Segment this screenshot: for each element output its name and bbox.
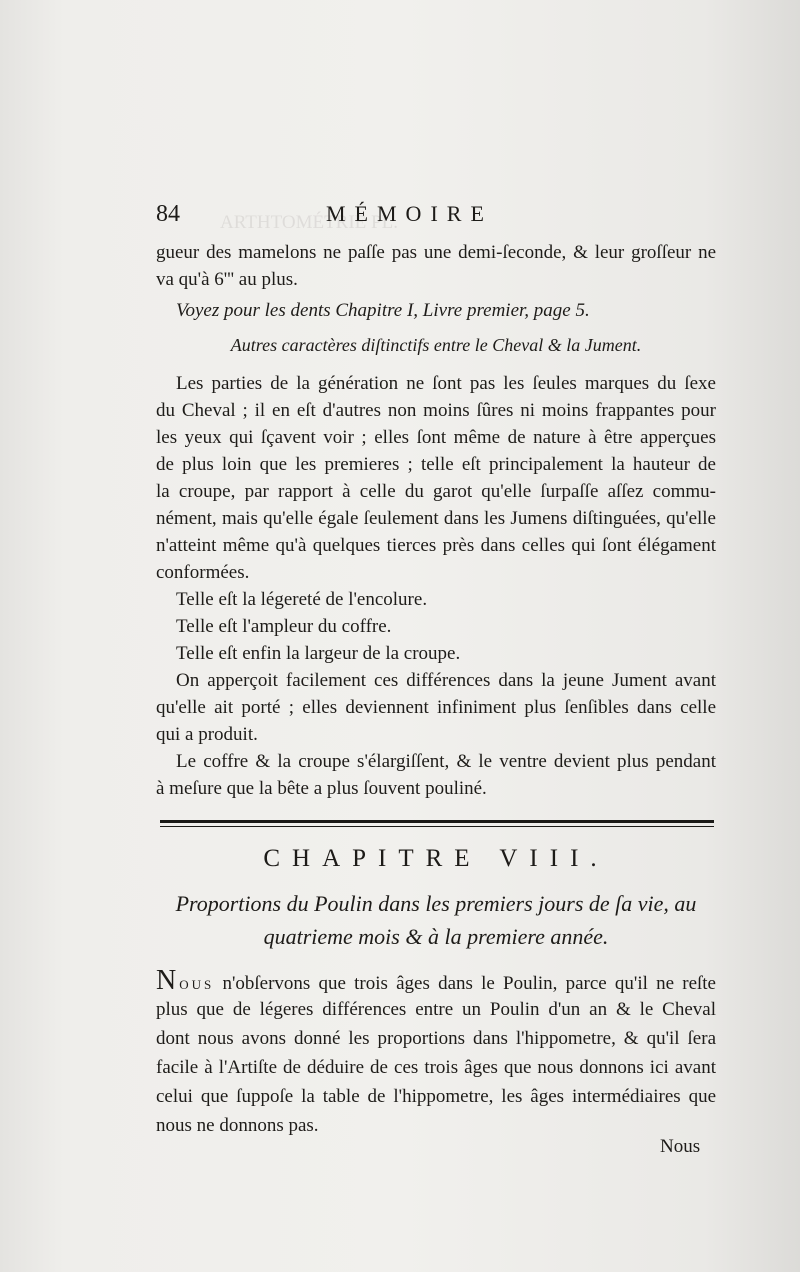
text-line: la croupe, par rapport à celle du garot qu'elle ſurpaſſe aſſez commu- [156,481,716,502]
text-line: On apperçoit facilement ces différences dans la jeune Jument avant [176,670,716,691]
section-subheading: Autres caractères diſtinctifs entre le Cheval & la Jument. [230,335,642,355]
chapter-rule-thin [160,826,714,827]
reference-line: Voyez pour les dents Chapitre I, Livre premier, page 5. [176,300,590,321]
page-header [156,199,716,235]
text-line: nous ne donnons pas. [156,1115,319,1136]
text-line: à meſure que la bête a plus ſouvent pouliné. [156,778,487,799]
catchword: Nous [660,1136,701,1157]
text-line: Telle eſt la légereté de l'encolure. [176,589,428,610]
bleed-through-text: ARTHTOMÉTRIE PL. [220,212,398,233]
text-line: n'atteint même qu'à quelques tierces près dans celles qui ſont élégament [156,535,716,556]
chapter-title: CHAPITRE VIII. [263,845,609,872]
text-line: les yeux qui ſçavent voir ; elles ſont même de nature à être apperçues [156,427,716,448]
running-head: MÉMOIRE [326,201,493,226]
text-line: dont nous avons donné les proportions dans l'hippometre, & qu'il ſera [156,1028,716,1049]
body-text [156,370,716,802]
drop-capital: N [156,965,180,996]
text-line-first [156,966,716,995]
chapter-rule-thick [160,820,714,823]
text-line: plus que de légeres différences entre un Poulin d'un an & le Cheval [156,999,716,1020]
first-line-text: n'obſervons que trois âges dans le Poulin, parce qu'il ne reſte [214,973,716,994]
chapter-body [156,966,716,1140]
text-line: Telle eſt l'ampleur du coffre. [176,616,392,637]
chapter-subtitle-line2: quatrieme mois & à la premiere année. [263,924,609,949]
text-line: qui a produit. [156,724,258,745]
small-caps-word: ous [179,973,215,994]
page-number: 84 [156,201,180,227]
text-line: conformées. [156,562,250,583]
section-continuation [156,239,716,359]
text-line: Telle eſt enfin la largeur de la croupe. [176,643,461,664]
text-line: va qu'à 6''' au plus. [156,269,298,290]
text-line: Les parties de la génération ne ſont pas les ſeules marques du ſexe [176,373,716,394]
text-line: Le coffre & la croupe s'élargiſſent, & le ventre devient plus pendant [176,751,716,772]
text-line: qu'elle ait porté ; elles deviennent infiniment plus ſenſibles dans celle [156,697,716,718]
text-line: du Cheval ; il en eſt d'autres non moins ſûres ni moins frappantes pour [156,400,716,421]
text-line: celui que ſuppoſe la table de l'hippometre, les âges intermédiaires que [156,1086,716,1107]
text-line: nément, mais qu'elle égale ſeulement dans les Jumens diſtinguées, qu'elle [156,508,716,529]
chapter-subtitle-line1: Proportions du Poulin dans les premiers jours de ſa vie, au [175,891,697,916]
text-line: facile à l'Artiſte de déduire de ces trois âges que nous donnons ici avant [156,1057,716,1078]
text-line: de plus loin que les premieres ; telle eſt principalement la hauteur de [156,454,716,475]
text-line: gueur des mamelons ne paſſe pas une demi-ſeconde, & leur groſſeur ne [156,242,716,263]
